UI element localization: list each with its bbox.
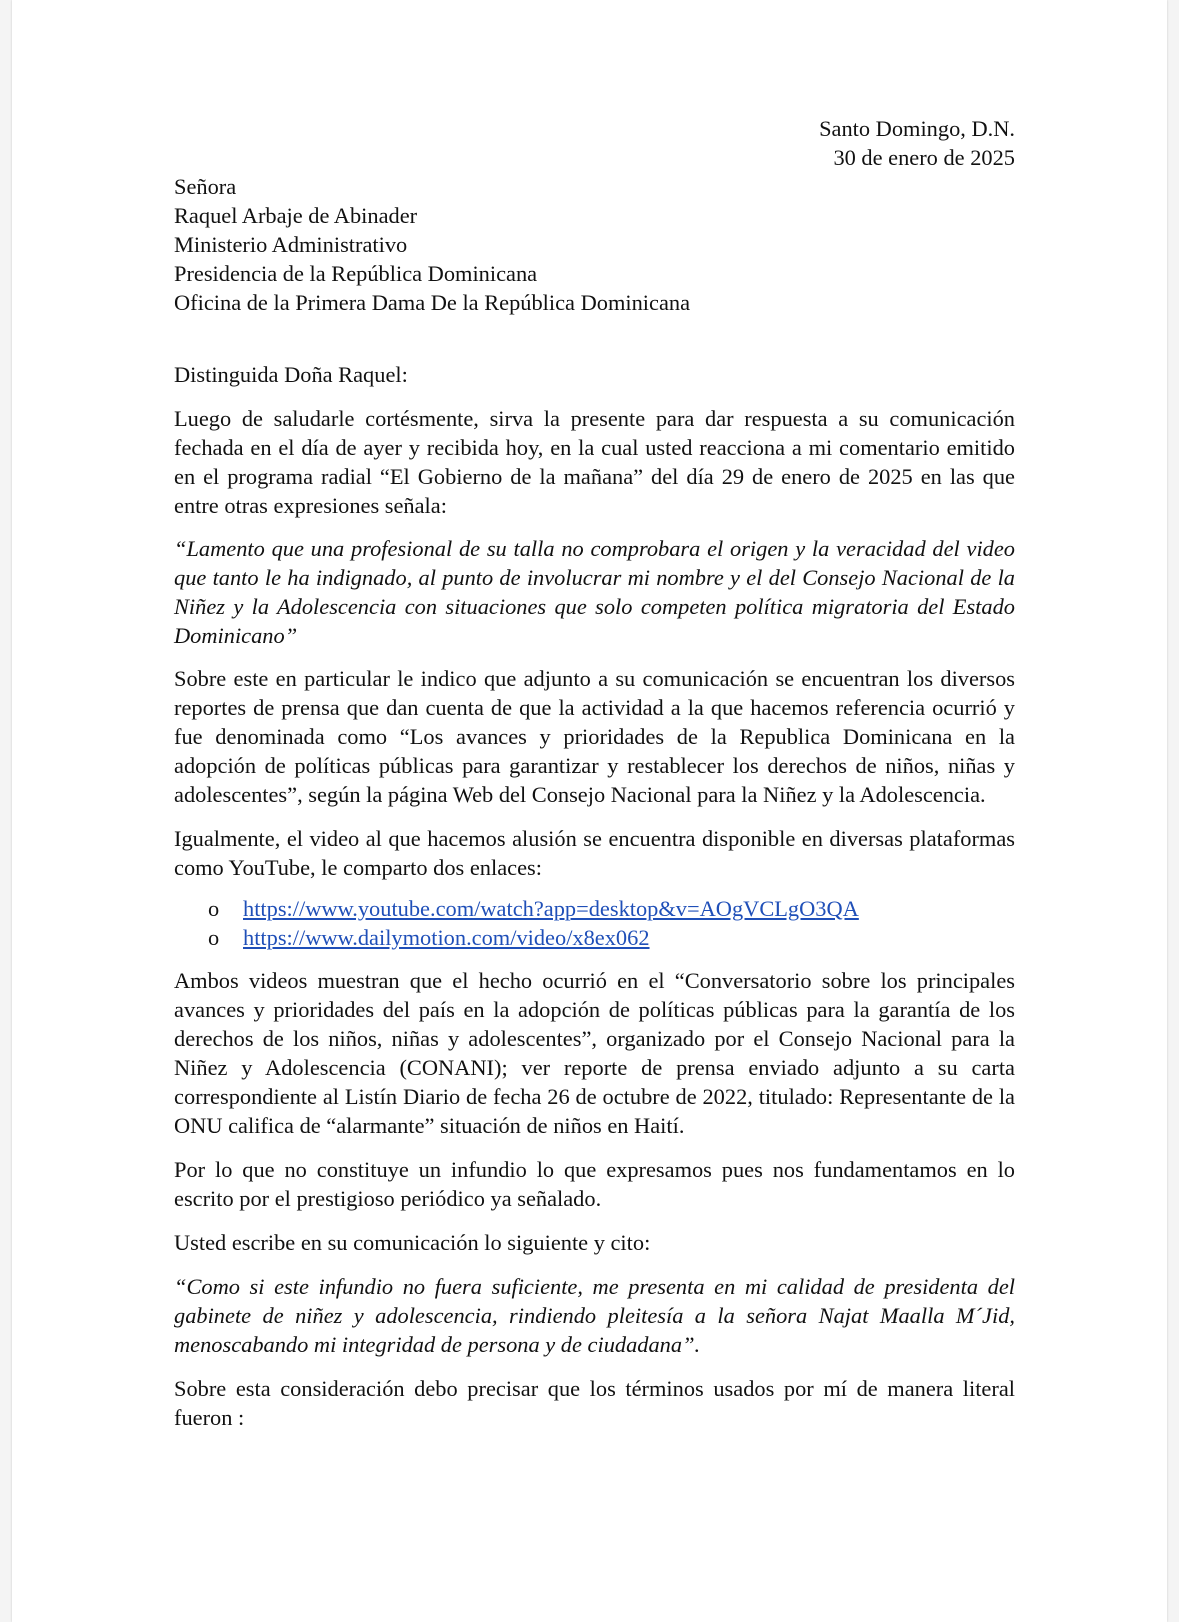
link-item [174,923,1015,952]
recipient-office: Ministerio Administrativo [174,232,408,257]
paragraph-7: Sobre esta consideración debo precisar que los términos usados por mí de manera literal fueron : [174,1376,1015,1430]
quote-2: “Como si este infundio no fuera suficiente, me presenta en mi calidad de presidenta del gabinete de niñez y adolescencia, rindiendo pleitesía a la señora Najat Maalla M´Jid, menoscabando mi integridad de persona y de ciudadana”. [174,1274,1015,1357]
paragraph-1: Luego de saludarle cortésmente, sirva la presente para dar respuesta a su comunicación fechada en el día de ayer y recibida hoy, en la cual usted reacciona a mi comentario emitido en el programa radial “El Gobierno de la mañana” del día 29 de enero de 2025 en las que entre otras expresiones señala: [174,406,1015,518]
bullet-marker: o [208,896,220,921]
dailymotion-link[interactable]: https://www.dailymotion.com/video/x8ex062 [243,925,650,950]
salutation: Distinguida Doña Raquel: [174,362,408,387]
recipient-title: Señora [174,174,237,199]
youtube-link[interactable]: https://www.youtube.com/watch?app=desktop&v=AOgVCLgO3QA [243,896,859,921]
paragraph-5: Por lo que no constituye un infundio lo que expresamos pues nos fundamentamos en lo escrito por el prestigioso periódico ya señalado. [174,1157,1015,1211]
place: Santo Domingo, D.N. [819,116,1015,141]
recipient-name: Raquel Arbaje de Abinader [174,203,418,228]
paragraph-6: Usted escribe en su comunicación lo siguiente y cito: [174,1230,651,1255]
recipient-institution: Presidencia de la República Dominicana [174,261,538,286]
recipient-department: Oficina de la Primera Dama De la República Dominicana [174,290,691,315]
date: 30 de enero de 2025 [833,145,1015,170]
recipient-block [174,172,1015,317]
link-item [174,894,1015,923]
letter-header [174,114,1015,172]
paragraph-3: Igualmente, el video al que hacemos alusión se encuentra disponible en diversas plataformas como YouTube, le comparto dos enlaces: [174,826,1015,880]
letter-page [12,0,1167,1622]
bullet-marker: o [208,925,220,950]
paragraph-4: Ambos videos muestran que el hecho ocurrió en el “Conversatorio sobre los principales avances y prioridades del país en la adopción de políticas públicas para la garantía de los derechos de los niños, niñas y adolescentes”, organizado por el Consejo Nacional para la Niñez y Adolescencia (CONANI); ver reporte de prensa enviado adjunto a su carta correspondiente al Listín Diario de fecha 26 de octubre de 2022, titulado: Representante de la ONU califica de “alarmante” situación de niños en Haití. [174,968,1015,1138]
letter-content [174,114,1015,1432]
link-list [174,894,1015,952]
quote-1: “Lamento que una profesional de su talla no comprobara el origen y la veracidad del video que tanto le ha indignado, al punto de involucrar mi nombre y el del Consejo Nacional de la Niñez y la Adolescencia con situaciones que solo competen política migratoria del Estado Dominicano” [174,536,1015,648]
paragraph-2: Sobre este en particular le indico que adjunto a su comunicación se encuentran los diversos reportes de prensa que dan cuenta de que la actividad a la que hacemos referencia ocurrió y fue denominada como “Los avances y prioridades de la Republica Dominicana en la adopción de políticas públicas para garantizar y restablecer los derechos de niños, niñas y adolescentes”, según la página Web del Consejo Nacional para la Niñez y la Adolescencia. [174,666,1015,807]
